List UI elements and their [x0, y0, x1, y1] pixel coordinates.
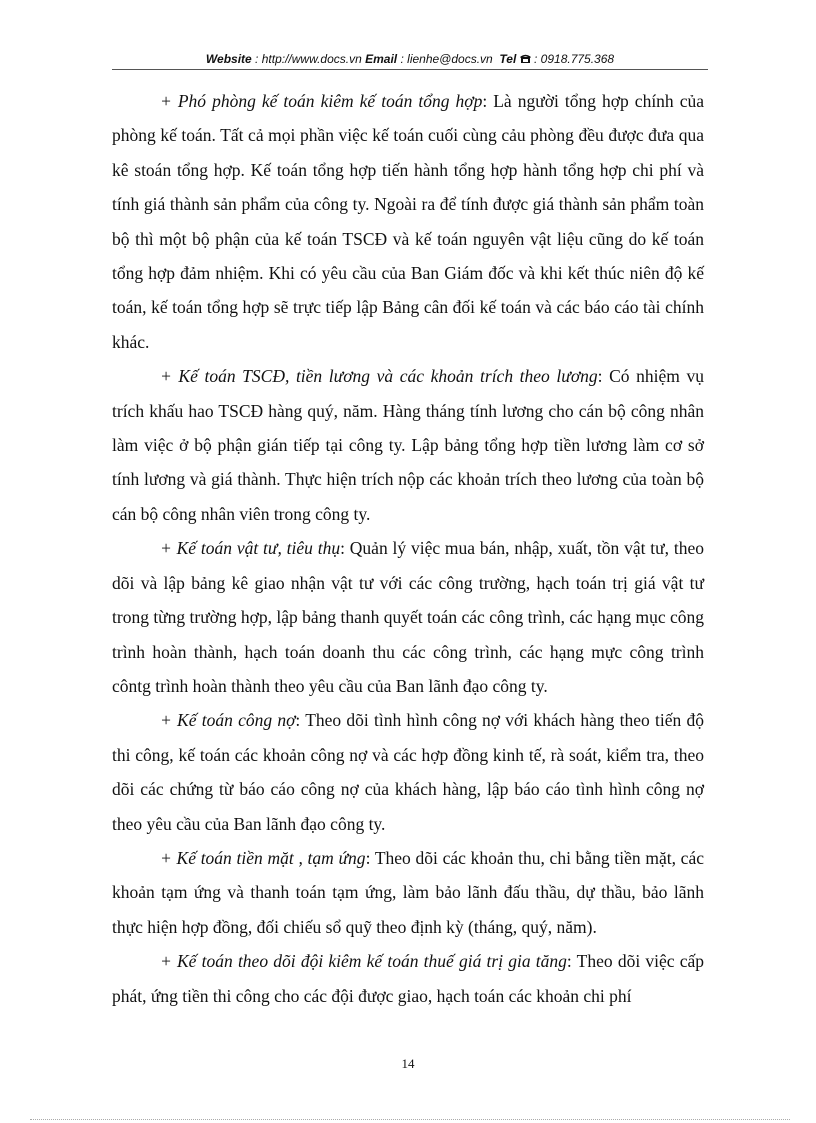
paragraph-body: : Có nhiệm vụ trích khấu hao TSCĐ hàng quý, năm. Hàng tháng tính lương cho cán bộ công nhân làm việc ở bộ phận gián tiếp tại công ty. Lập bảng tổng hợp tiền lương làm cơ sở tính lương và giá thành. Thực hiện trích nộp các khoản trích theo lương của toàn bộ cán bộ công nhân viên trong công ty.: [112, 366, 704, 524]
paragraph-body: : Theo dõi việc cấp phát, ứng tiền thi công cho các đội được giao, hạch toán các khoản chi phí: [112, 951, 704, 1006]
paragraph-heading: + Kế toán TSCĐ, tiền lương và các khoản trích theo lương: [160, 366, 598, 387]
website-label: Website: [205, 52, 252, 66]
page-number: 14: [401, 1056, 415, 1071]
paragraph: [112, 841, 704, 944]
paragraph: [112, 944, 704, 1013]
paragraph-body: : Quản lý việc mua bán, nhập, xuất, tồn vật tư, theo dõi và lập bảng kê giao nhận vật tư với các công trường, hạch toán trị giá vật tư trong từng trường hợp, lập bảng thanh quyết toán các công trình, các hạng mục công trình hoàn thành, hạch toán doanh thu các công trình, các hạng mực công trình côntg trình hoàn thành theo yêu cầu của Ban lãnh đạo công ty.: [112, 538, 704, 696]
tel-value: : 0918.775.368: [534, 52, 615, 66]
paragraph-heading: + Phó phòng kế toán kiêm kế toán tổng hợp: [160, 91, 483, 111]
paragraph-body: : Theo dõi các khoản thu, chi bằng tiền mặt, các khoản tạm ứng và thanh toán tạm ứng, làm bảo lãnh đấu thầu, dự thầu, bảo lãnh thực hiện hợp đồng, đối chiếu sổ quỹ theo định kỳ (tháng, quý, năm).: [112, 847, 704, 937]
paragraph-heading: + Kế toán vật tư, tiêu thụ: [160, 538, 341, 559]
header-rule: [112, 69, 708, 70]
email-label: Email: [365, 52, 398, 66]
phone-icon: [520, 53, 531, 64]
paragraph-heading: + Kế toán theo dõi đội kiêm kế toán thuế giá trị gia tăng: [160, 951, 567, 972]
paragraph: [112, 531, 704, 703]
paragraph: [112, 84, 704, 359]
email-value[interactable]: lienhe@docs.vn: [407, 52, 493, 66]
email-separator: :: [397, 52, 408, 66]
document-body: [112, 84, 704, 1013]
footer-rule: [30, 1119, 790, 1120]
paragraph-body: : Theo dõi tình hình công nợ với khách hàng theo tiến độ thi công, kế toán các khoản công nợ và các hợp đồng kinh tế, rà soát, kiểm tra, theo dõi các chứng từ báo cáo công nợ của khách hàng, lập báo cáo tình hình công nợ theo yêu cầu của Ban lãnh đạo công ty.: [112, 710, 705, 834]
page-header: [112, 52, 708, 66]
website-url[interactable]: http://www.docs.vn: [261, 52, 362, 66]
paragraph-body: : Là người tổng hợp chính của phòng kế toán. Tất cả mọi phần việc kế toán cuối cùng cảu phòng đều được đưa qua kê stoán tổng hợp. Kế toán tổng hợp tiến hành tổng hợp hành tổng hợp chi phí và tính giá thành sản phẩm của công ty. Ngoài ra để tính được giá thành sản phẩm toàn bộ thì một bộ phận của kế toán TSCĐ và kế toán nguyên vật liệu cũng do kế toán tổng hợp đảm nhiệm. Khi có yêu cầu của Ban Giám đốc và khi kết thúc niên độ kế toán, kế toán tổng hợp sẽ trực tiếp lập Bảng cân đối kế toán và các báo cáo tài chính khác.: [112, 91, 705, 352]
paragraph-heading: + Kế toán công nợ: [160, 710, 296, 731]
paragraph: [112, 359, 704, 531]
tel-label: Tel: [499, 52, 517, 66]
paragraph-heading: + Kế toán tiền mặt , tạm ứng: [160, 847, 366, 868]
paragraph: [112, 703, 704, 841]
website-separator: :: [251, 52, 262, 66]
